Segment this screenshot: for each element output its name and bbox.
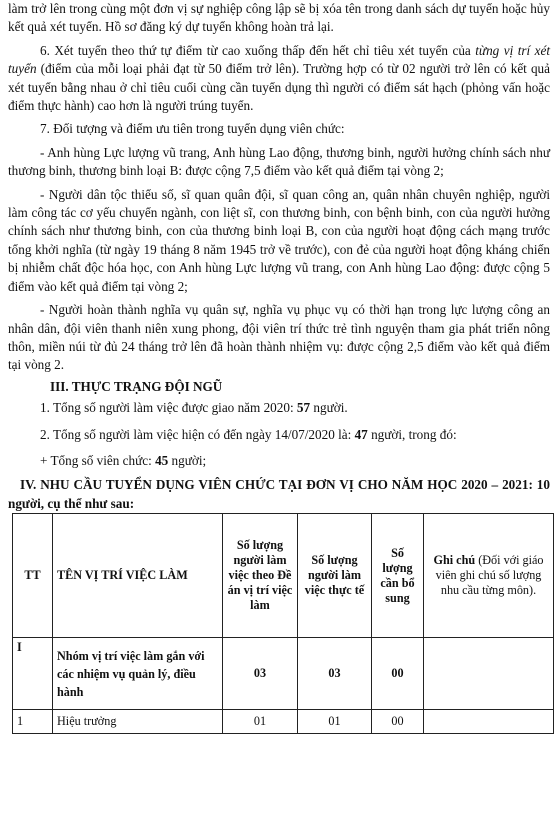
section-4-heading: IV. NHU CẦU TUYỂN DỤNG VIÊN CHỨC TẠI ĐƠN VỊ CHO NĂM HỌC 2020 – 2021: 10 người, cụ thể như sau: — [8, 477, 550, 511]
row-note — [424, 710, 554, 734]
header-needed: Số lượng cần bổ sung — [372, 514, 424, 638]
item-6-text-a: 6. Xét tuyển theo thứ tự điểm từ cao xuống thấp đến hết chỉ tiêu xét tuyển của — [40, 42, 476, 58]
header-note-bold: Ghi chú — [433, 553, 476, 568]
staff-current-value: 47 — [354, 426, 368, 442]
row-note — [424, 638, 554, 710]
header-note — [424, 514, 554, 638]
staff-assigned-suffix: người. — [310, 400, 348, 416]
priority-bullet-3: - Người hoàn thành nghĩa vụ quân sự, nghĩa vụ phục vụ có thời hạn trong lực lượng công an nhân dân, đội viên thanh niên xung phong, đội viên trí thức trẻ tình nguyện tham gia phát triển nông thôn, miền núi từ đủ 24 tháng trở lên đã hoàn thành nhiệm vụ: được cộng 2,5 điểm vào kết quả điểm tại vòng 2. — [8, 302, 550, 373]
row-tt: I — [13, 638, 53, 710]
paragraph-item-7: 7. Đối tượng và điểm ưu tiên trong tuyển dụng viên chức: — [40, 121, 345, 137]
item-6-italic: từng vị trí xét tuyển — [8, 42, 550, 77]
paragraph-item-6 — [8, 42, 550, 116]
row-actual: 01 — [298, 710, 372, 734]
paragraph-continuation: làm trở lên trong cùng một đơn vị sự nghiệp công lập sẽ bị xóa tên trong danh sách dự tuyển hoặc hủy kết quả xét tuyển. Hồ sơ đăng ký dự tuyển không hoàn trả lại. — [8, 1, 550, 35]
section-3-heading: III. THỰC TRẠNG ĐỘI NGŨ — [50, 378, 223, 394]
item-6-text-b: (điểm của mỗi loại phải đạt từ 50 điểm trở lên). Trường hợp có từ 02 người trở lên có kết quả xét tuyển bằng nhau ở chỉ tiêu cuối cùng cần tuyển dụng thì người có điểm sát hạch (phỏng vấn hoặc điểm thực hành) cao hơn là người trúng tuyển. — [8, 61, 550, 114]
civil-servant-label: + Tổng số viên chức: — [40, 452, 156, 468]
civil-servant-suffix: người; — [168, 452, 207, 468]
header-position: TÊN VỊ TRÍ VIỆC LÀM — [53, 514, 223, 638]
header-actual: Số lượng người làm việc thực tế — [298, 514, 372, 638]
recruitment-needs-table — [12, 513, 554, 734]
civil-servant-value: 45 — [155, 452, 169, 468]
header-tt: TT — [13, 514, 53, 638]
priority-bullet-2: - Người dân tộc thiểu số, sĩ quan quân đội, sĩ quan công an, quân nhân chuyên nghiệp, người làm công tác cơ yếu chuyển ngành, con liệt sĩ, con thương binh, con bệnh binh, con của người hưởng chính sách như thương binh, con của thương binh loại B, con của người hoạt động cách mạng trước tổng khởi nghĩa (từ ngày 19 tháng 8 năm 1945 trở về trước), con đẻ của người hoạt động kháng chiến bị nhiễm chất độc hóa học, con Anh hùng Lực lượng vũ trang, con Anh hùng Lao động: được cộng 5 điểm vào kết quả điểm tại vòng 2; — [8, 186, 550, 294]
row-planned: 03 — [223, 638, 298, 710]
priority-bullet-1: - Anh hùng Lực lượng vũ trang, Anh hùng Lao động, thương binh, người hưởng chính sách như thương binh, thương binh loại B: được cộng 7,5 điểm vào kết quả điểm tại vòng 2; — [8, 144, 550, 179]
staff-current-suffix: người, trong đó: — [367, 426, 457, 442]
staff-current-line — [8, 426, 550, 444]
row-planned: 01 — [223, 710, 298, 734]
staff-current-label: 2. Tổng số người làm việc hiện có đến ngày 14/07/2020 là: — [40, 426, 355, 442]
table-header-row — [13, 514, 554, 638]
row-needed: 00 — [372, 638, 424, 710]
header-planned: Số lượng người làm việc theo Đề án vị trí việc làm — [223, 514, 298, 638]
row-position: Nhóm vị trí việc làm gắn với các nhiệm vụ quản lý, điều hành — [53, 638, 223, 710]
row-needed: 00 — [372, 710, 424, 734]
header-note-rest: (Đối với giáo viên ghi chú số lượng nhu cầu từng môn). — [435, 553, 544, 598]
row-tt: 1 — [13, 710, 53, 734]
staff-assigned-line — [8, 399, 550, 417]
table-row — [13, 638, 554, 710]
table-row — [13, 710, 554, 734]
staff-assigned-label: 1. Tổng số người làm việc được giao năm 2020: — [40, 400, 297, 416]
staff-assigned-value: 57 — [296, 400, 311, 416]
row-position: Hiệu trưởng — [53, 710, 223, 734]
row-actual: 03 — [298, 638, 372, 710]
civil-servant-line — [8, 452, 550, 470]
